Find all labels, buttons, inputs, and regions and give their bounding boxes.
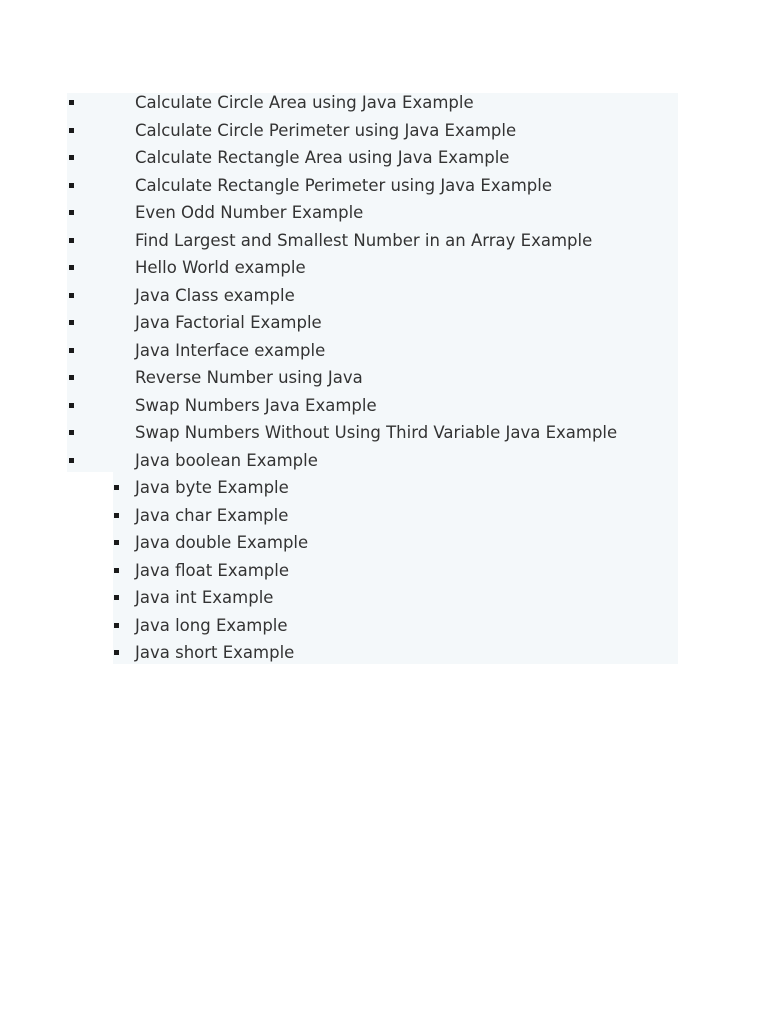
list-item-link[interactable]: Even Odd Number Example: [135, 203, 364, 222]
sub-list-item-link[interactable]: Java float Example: [135, 560, 289, 580]
square-bullet-icon: [69, 210, 74, 215]
sub-list-item-link[interactable]: Java long Example: [135, 615, 288, 635]
square-bullet-icon: [114, 623, 119, 628]
list-item-link[interactable]: Calculate Rectangle Area using Java Example: [135, 148, 510, 167]
list-item-link[interactable]: Reverse Number using Java: [135, 368, 363, 387]
square-bullet-icon: [69, 320, 74, 325]
square-bullet-icon: [114, 595, 119, 600]
list-item-link[interactable]: Calculate Circle Perimeter using Java Example: [135, 120, 517, 140]
square-bullet-icon: [69, 265, 74, 270]
list-item-link[interactable]: Hello World example: [135, 258, 306, 277]
list-item-link[interactable]: Java Interface example: [135, 340, 326, 360]
sub-list-item-link[interactable]: Java char Example: [135, 505, 289, 525]
square-bullet-icon: [69, 348, 74, 353]
square-bullet-icon: [69, 375, 74, 380]
list-item-link[interactable]: Java Class example: [135, 285, 295, 305]
square-bullet-icon: [114, 568, 119, 573]
square-bullet-icon: [69, 238, 74, 243]
list-item-link[interactable]: Java Factorial Example: [135, 313, 322, 332]
square-bullet-icon: [114, 513, 119, 518]
list-item-link[interactable]: Calculate Circle Area using Java Example: [135, 93, 474, 112]
list-item-link[interactable]: Swap Numbers Java Example: [135, 395, 377, 415]
square-bullet-icon: [69, 100, 74, 105]
sub-list-item-link[interactable]: Java short Example: [135, 643, 295, 662]
square-bullet-icon: [69, 128, 74, 133]
square-bullet-icon: [69, 183, 74, 188]
square-bullet-icon: [114, 485, 119, 490]
square-bullet-icon: [69, 430, 74, 435]
list-item-link[interactable]: Java boolean Example: [135, 450, 318, 470]
square-bullet-icon: [69, 458, 74, 463]
list-item-link[interactable]: Swap Numbers Without Using Third Variable Java Example: [135, 423, 618, 442]
sub-list-item-link[interactable]: Java double Example: [135, 533, 309, 552]
square-bullet-icon: [114, 650, 119, 655]
square-bullet-icon: [69, 293, 74, 298]
list-item-link[interactable]: Calculate Rectangle Perimeter using Java Example: [135, 175, 552, 195]
list-item-link[interactable]: Find Largest and Smallest Number in an Array Example: [135, 230, 593, 250]
square-bullet-icon: [69, 403, 74, 408]
panel-notch: [67, 472, 113, 664]
square-bullet-icon: [69, 155, 74, 160]
sub-list-item-link[interactable]: Java int Example: [135, 588, 274, 607]
square-bullet-icon: [114, 540, 119, 545]
sub-list-item-link[interactable]: Java byte Example: [135, 478, 289, 497]
